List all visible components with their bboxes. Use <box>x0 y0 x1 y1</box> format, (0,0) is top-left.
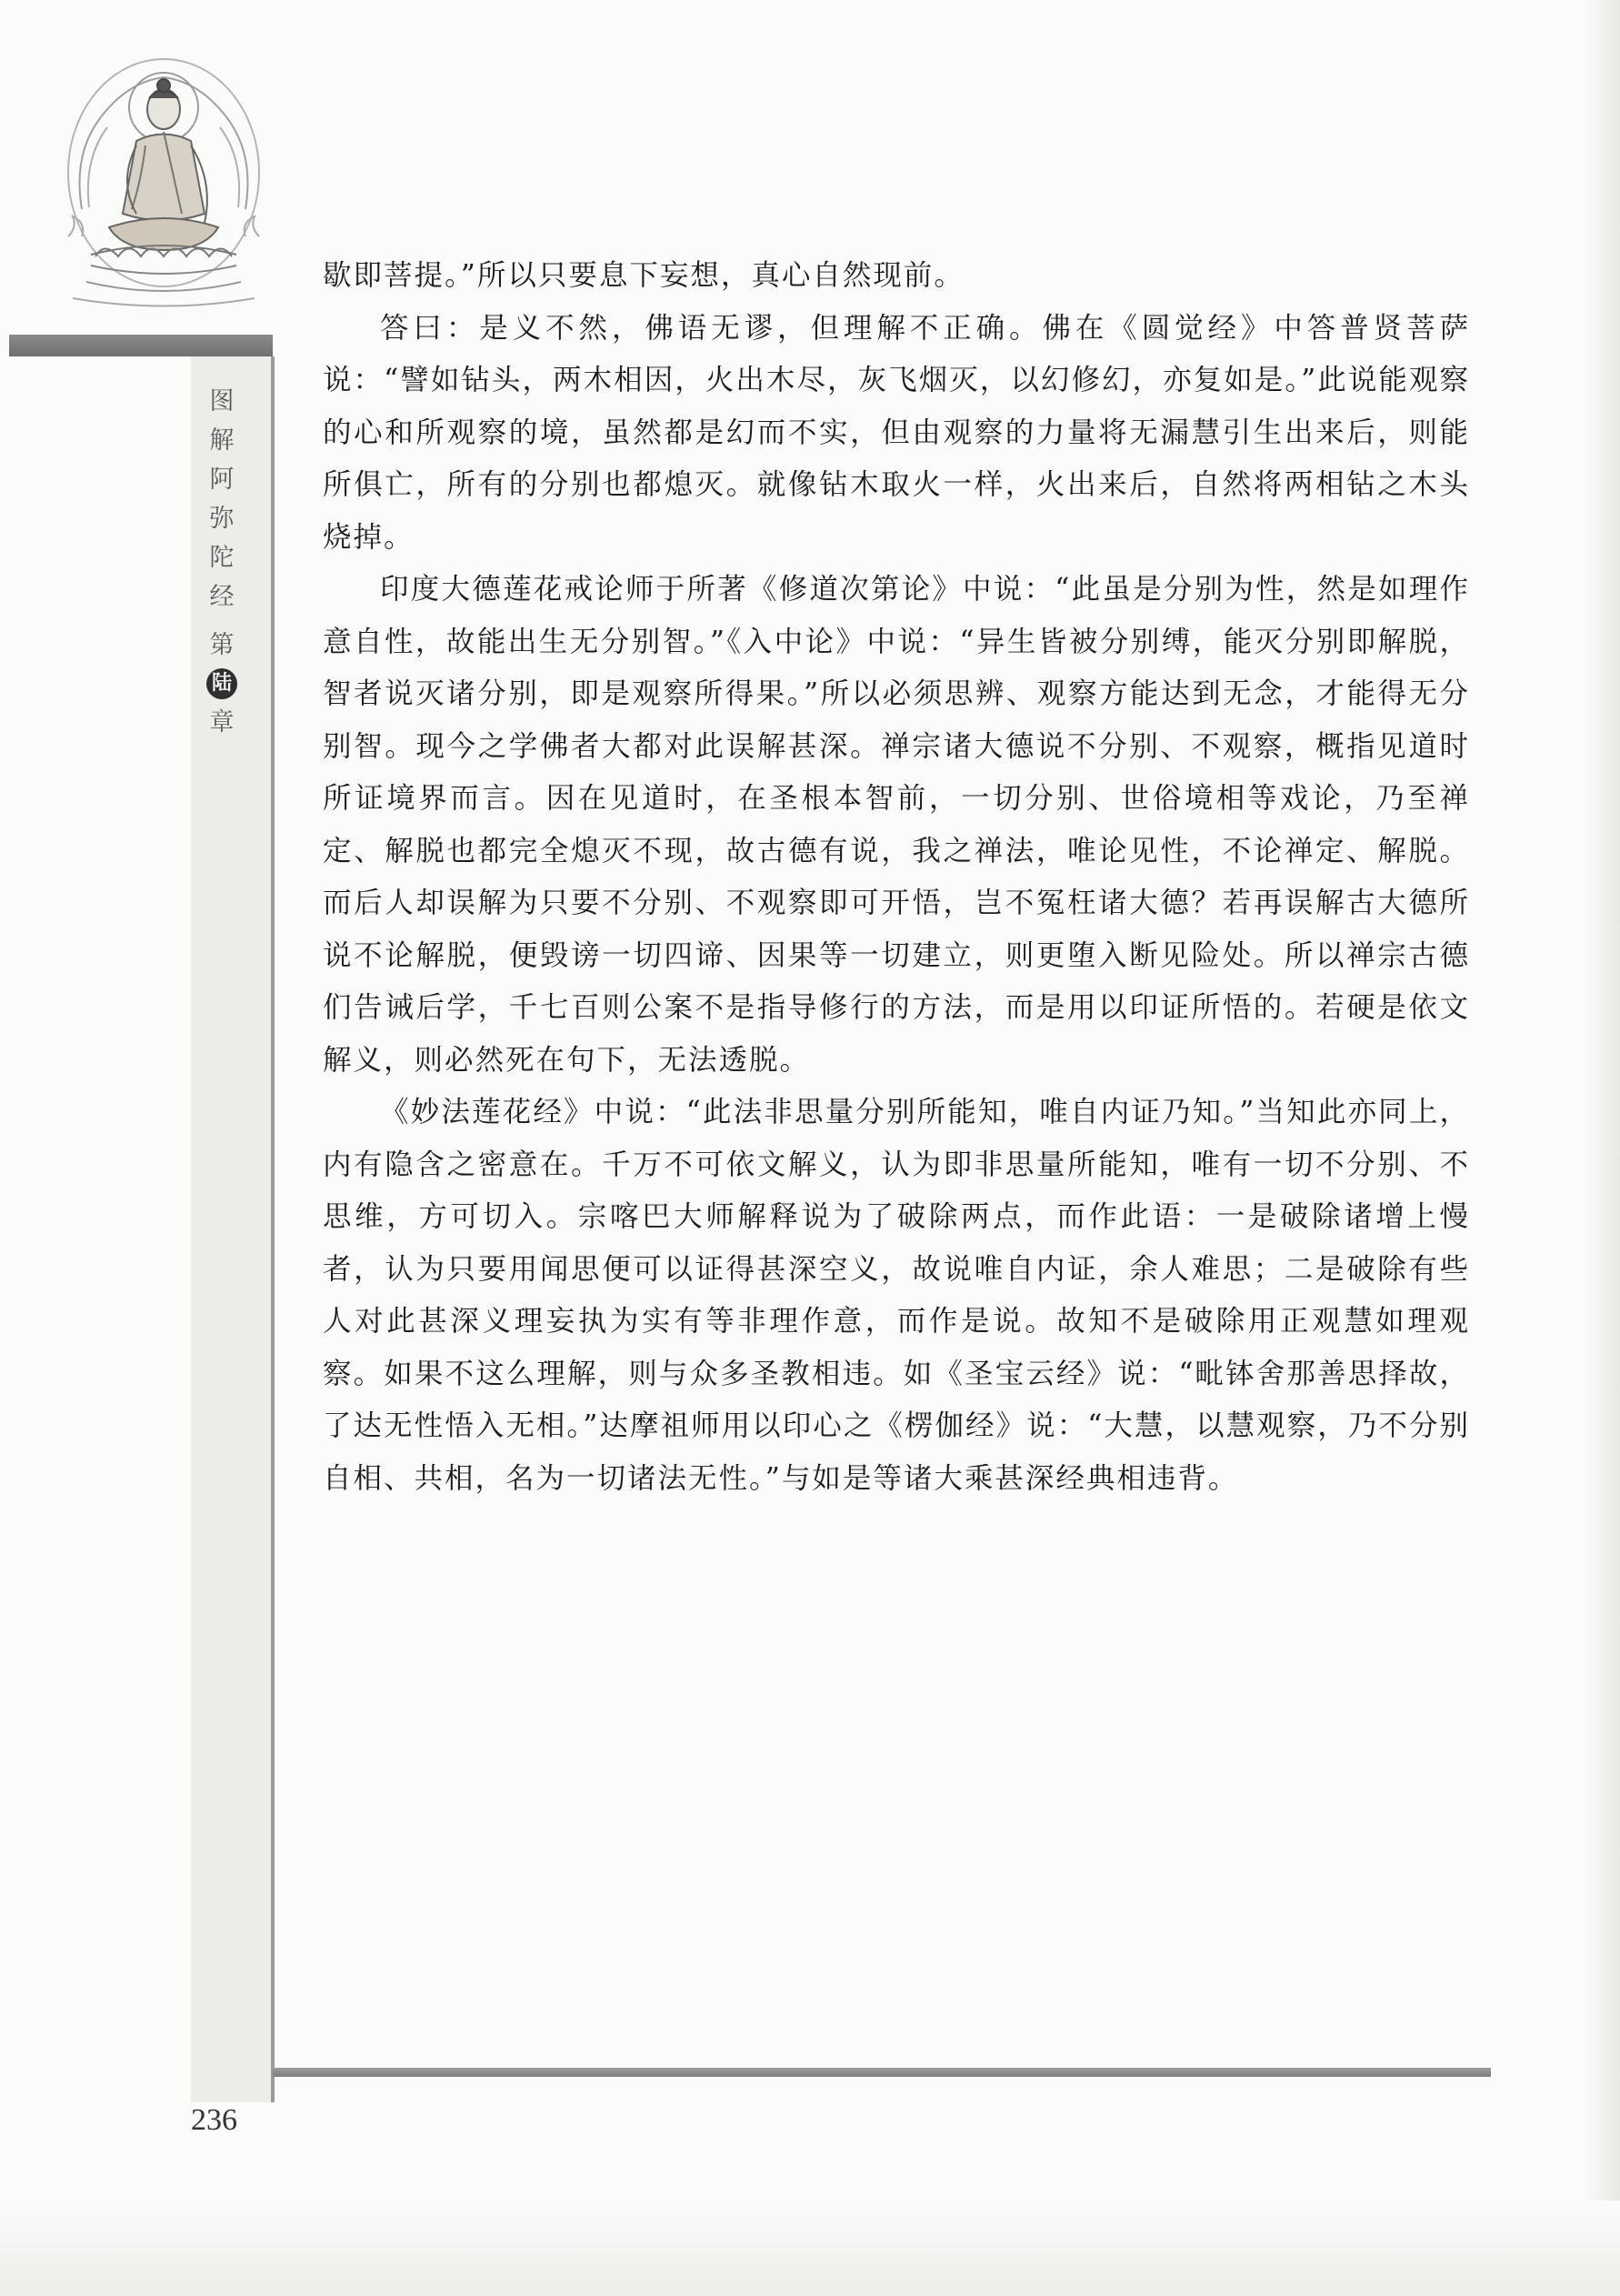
paragraph: 印度大德莲花戒论师于所著《修道次第论》中说：“此虽是分别为性，然是如理作意自性，故能出生无分别智。”《入中论》中说：“异生皆被分别缚，能灭分别即解脱，智者说灭诸分别，即是观察所得果。”所以必须思辨、观察方能达到无念，才能得无分别智。现今之学佛者大都对此误解甚深。禅宗诸大德说不分别、不观察，概指见道时所证境界而言。因在见道时，在圣根本智前，一切分别、世俗境相等戏论，乃至禅定、解脱也都完全熄灭不现，故古德有说，我之禅法，唯论见性，不论禅定、解脱。而后人却误解为只要不分别、不观察即可开悟，岂不冤枉诸大德？若再误解古大德所说不论解脱，便毁谤一切四谛、因果等一切建立，则更堕入断见险处。所以禅宗古德们告诫后学，千七百则公案不是指导修行的方法，而是用以印证所悟的。若硬是依文解义，则必然死在句下，无法透脱。 <box>323 573 1470 1077</box>
paragraph: 答曰：是义不然，佛语无谬，但理解不正确。佛在《圆觉经》中答普贤菩萨说：“譬如钻头，两木相因，火出木尽，灰飞烟灭，以幻修幻，亦复如是。”此说能观察的心和所观察的境，虽然都是幻而不实，但由观察的力量将无漏慧引生出来后，则能所俱亡，所有的分别也都熄灭。就像钻木取火一样，火出来后，自然将两相钻之木头烧掉。 <box>323 311 1470 554</box>
body-text <box>323 250 1470 1505</box>
page-number: 236 <box>191 2103 237 2137</box>
book-title-char: 陀 <box>209 544 235 572</box>
paragraph: 歇即菩提。”所以只要息下妄想，真心自然现前。 <box>323 259 965 292</box>
footer-rule <box>273 2068 1491 2077</box>
chapter-suffix: 章 <box>209 708 235 737</box>
book-title-char: 经 <box>209 583 235 611</box>
book-chapter-label <box>198 382 245 742</box>
sidebar-header-bar <box>9 335 273 356</box>
book-title-char: 阿 <box>209 466 235 494</box>
chapter-prefix: 第 <box>209 631 235 659</box>
page-bottom-shadow <box>0 2201 1620 2296</box>
page-edge-shadow <box>1584 0 1620 2296</box>
buddha-illustration <box>45 55 282 318</box>
paragraph: 《妙法莲花经》中说：“此法非思量分别所能知，唯自内证乃知。”当知此亦同上，内有隐含之密意在。千万不可依文解义，认为即非思量所能知，唯有一切不分别、不思维，方可切入。宗喀巴大师解释说为了破除两点，而作此语：一是破除诸增上慢者，认为只要用闻思便可以证得甚深空义，故说唯自内证，余人难思；二是破除有些人对此甚深义理妄执为实有等非理作意，而作是说。故知不是破除用正观慧如理观察。如果不这么理解，则与众多圣教相违。如《圣宝云经》说：“毗钵舍那善思择故，了达无性悟入无相。”达摩祖师用以印心之《楞伽经》说：“大慧，以慧观察，乃不分别自相、共相，名为一切诸法无性。”与如是等诸大乘甚深经典相违背。 <box>323 1096 1470 1495</box>
book-title-char: 图 <box>209 387 235 416</box>
chapter-number-badge: 陆 <box>206 668 237 699</box>
book-title-char: 解 <box>209 426 235 455</box>
book-title-char: 弥 <box>209 505 235 533</box>
